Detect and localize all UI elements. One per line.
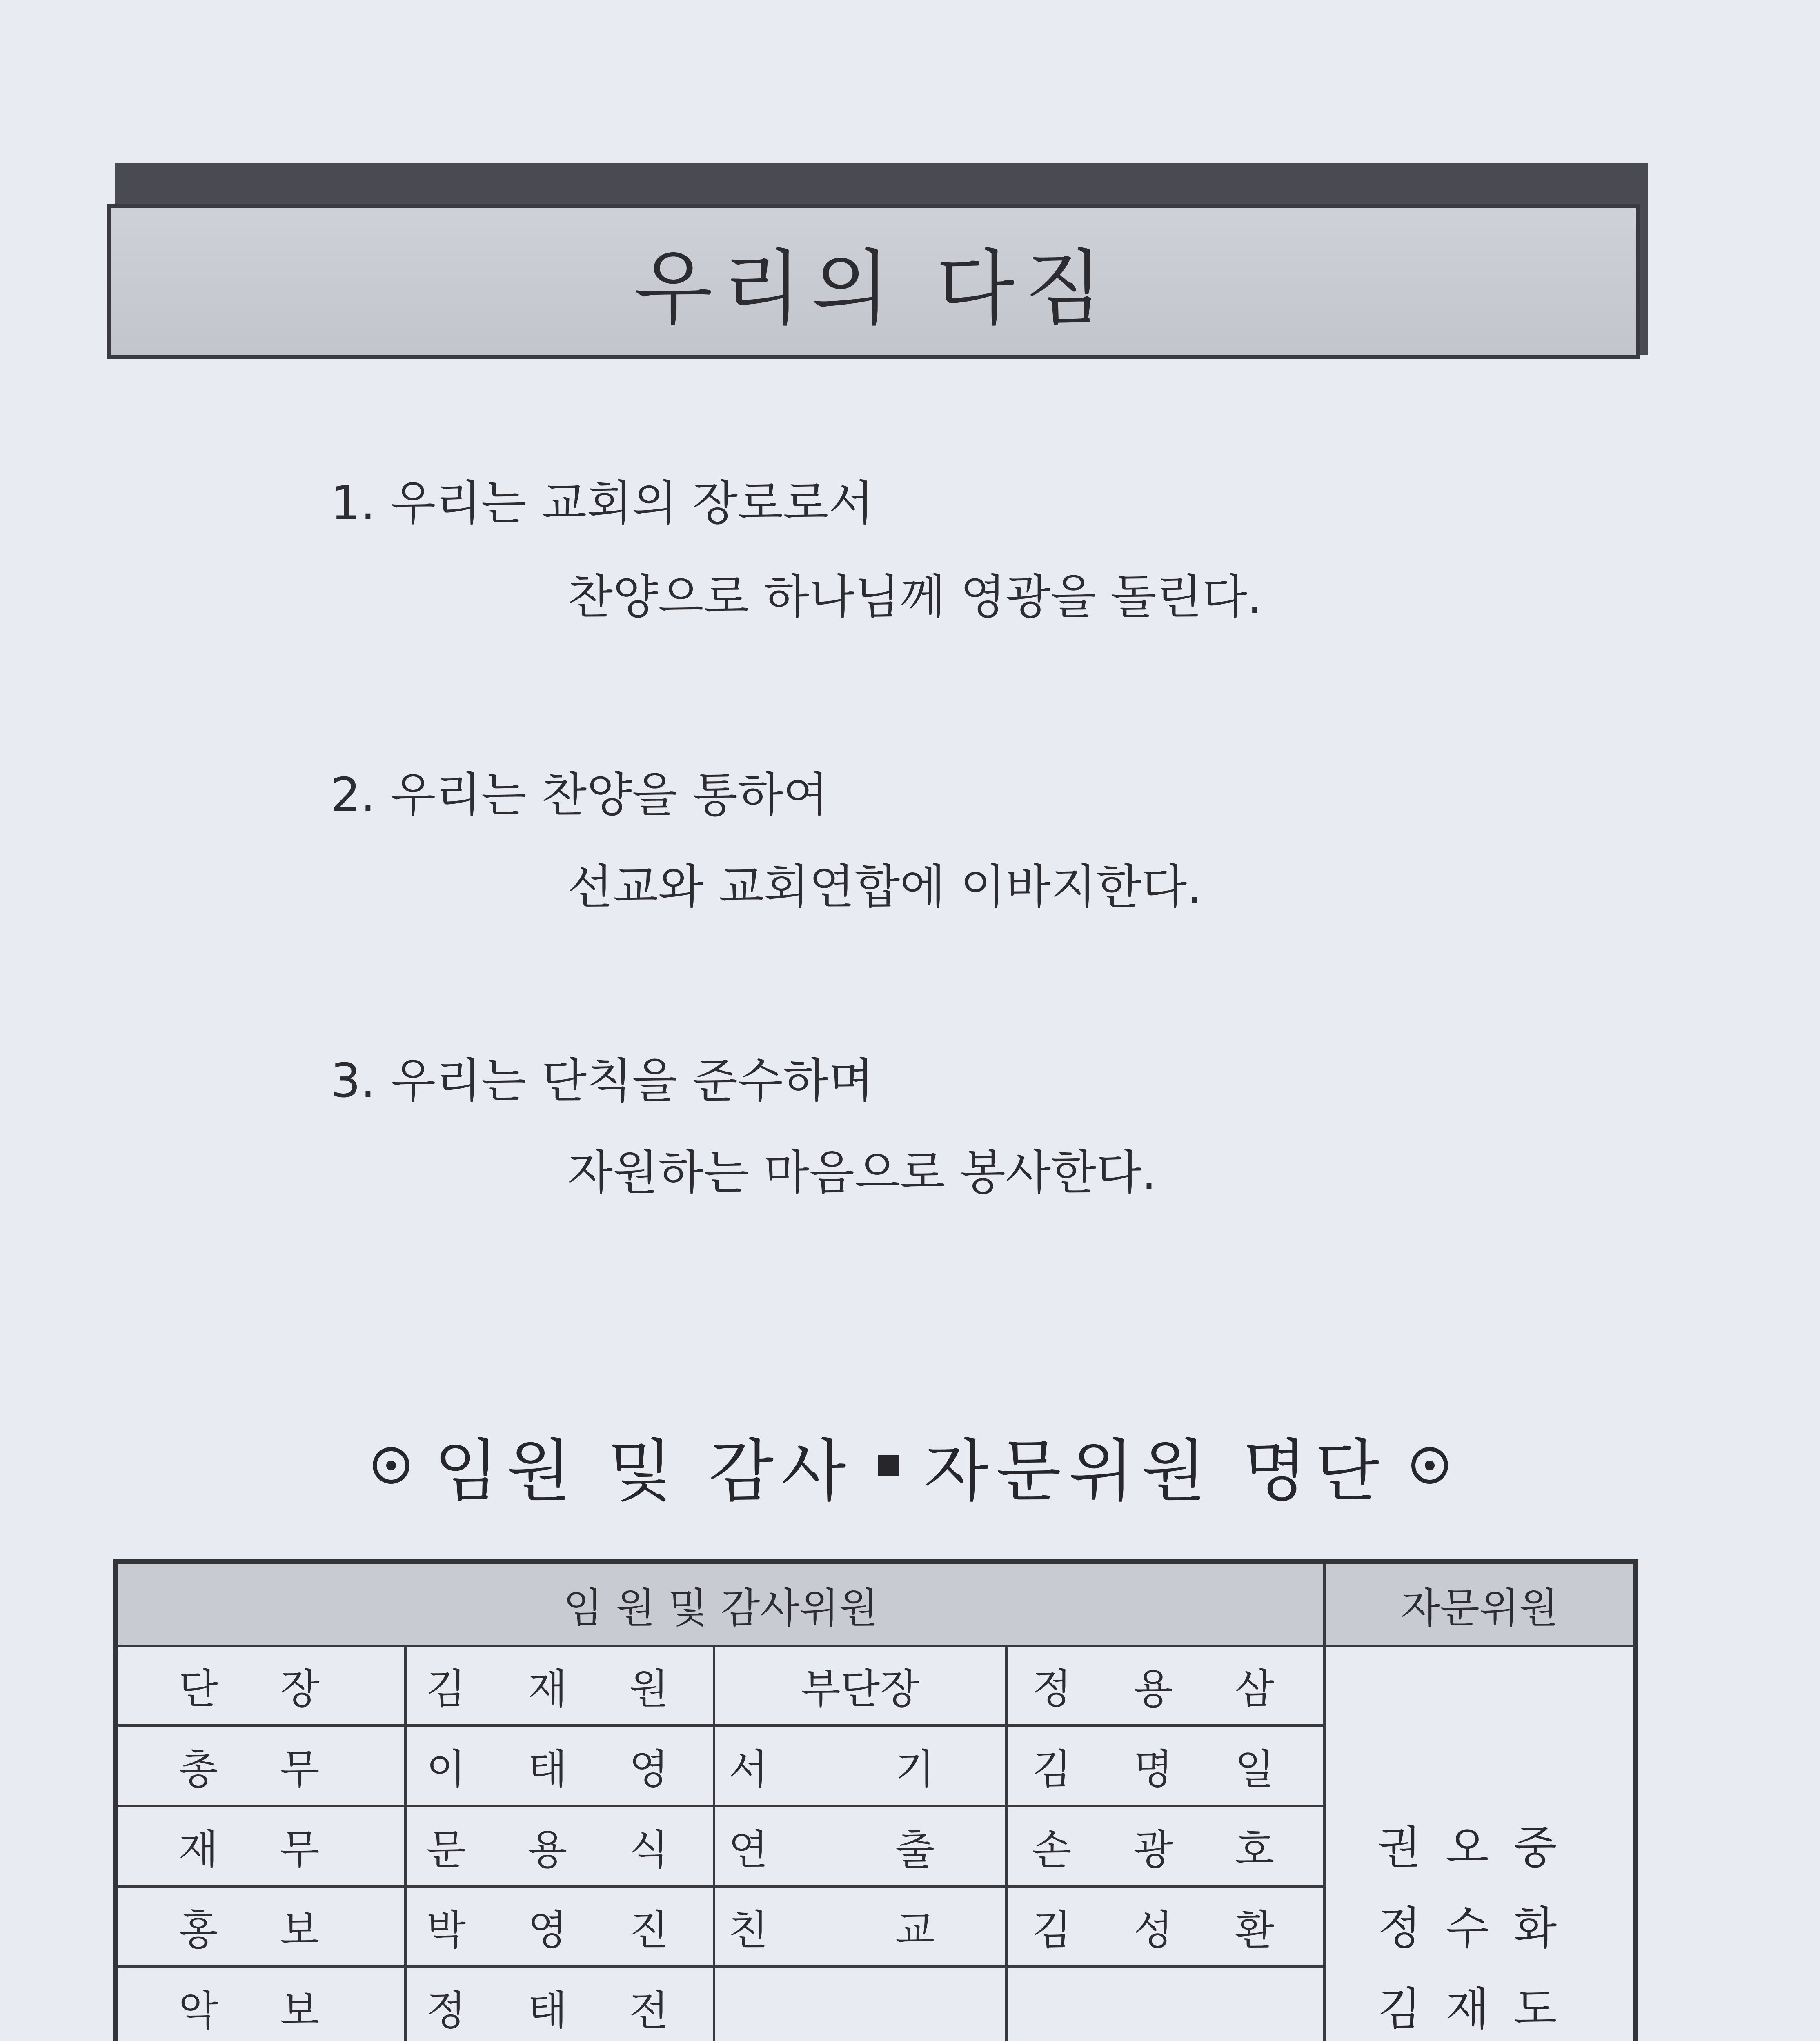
section-heading	[318, 1412, 1502, 1519]
role-cell: 연 출	[728, 1825, 992, 1874]
advisors-header-label: 자문위원	[1400, 1584, 1559, 1632]
table-rule	[118, 1885, 1323, 1888]
role-cell: 부단장	[801, 1665, 919, 1713]
empty-cell	[1008, 1967, 1323, 2041]
name-cell: 손 광 호	[1032, 1825, 1299, 1874]
name-cell: 문 용 식	[426, 1825, 693, 1874]
pledge-1-line-2: 찬양으로 하나님께 영광을 돌린다.	[567, 570, 1262, 625]
officers-header-label: 임 원 및 감사위원	[563, 1584, 879, 1632]
name-cell: 김 재 원	[426, 1665, 693, 1713]
section-heading-left: 임원 및 감사	[434, 1432, 854, 1510]
name-cell: 정 태 전	[426, 1986, 693, 2034]
circle-dot-icon	[1411, 1447, 1448, 1484]
role-cell: 단 장	[178, 1665, 344, 1713]
table-rule	[1323, 1564, 1326, 2041]
name-cell: 정 용 삼	[1032, 1665, 1299, 1713]
advisor-name: 권오중	[1377, 1821, 1582, 1874]
table-rule	[404, 1645, 407, 2041]
empty-cell	[715, 1967, 1005, 2041]
pledge-2-line-2: 선교와 교회연합에 이바지한다.	[567, 860, 1202, 914]
role-cell: 재 무	[178, 1825, 344, 1874]
officers-header	[118, 1564, 1323, 1645]
pledge-1-line-1: 1. 우리는 교회의 장로로서	[331, 476, 874, 531]
advisor-name: 정수화	[1377, 1902, 1582, 1954]
table-rule	[118, 1645, 1633, 1647]
advisors-header	[1326, 1564, 1633, 1645]
advisor-name: 김재도	[1377, 1983, 1582, 2035]
name-cell: 김 명 일	[1032, 1745, 1299, 1793]
role-cell: 총 무	[178, 1745, 344, 1793]
page-title: 우리의 다짐	[634, 241, 1113, 336]
table-rule	[118, 1724, 1323, 1727]
name-cell: 박 영 진	[426, 1906, 693, 1954]
pledge-3-line-2: 자원하는 마음으로 봉사한다.	[567, 1145, 1157, 1200]
table-rule	[118, 1965, 1323, 1968]
role-cell: 서 기	[728, 1745, 992, 1793]
section-heading-right: 자문위원 명단	[923, 1432, 1387, 1510]
role-cell: 악 보	[178, 1986, 344, 2034]
pledge-3-line-1: 3. 우리는 단칙을 준수하며	[331, 1054, 874, 1108]
title-banner	[107, 204, 1640, 359]
square-bullet-icon	[878, 1455, 899, 1476]
roster-table	[113, 1559, 1638, 2041]
name-cell: 김 성 환	[1032, 1906, 1299, 1954]
table-rule	[713, 1645, 715, 2041]
name-cell: 이 태 영	[426, 1745, 693, 1793]
role-cell: 홍 보	[178, 1906, 344, 1954]
table-rule	[118, 1805, 1323, 1807]
role-cell: 친 교	[728, 1906, 992, 1954]
table-rule	[1005, 1645, 1008, 2041]
advisors-list	[1326, 1645, 1633, 2041]
circle-dot-icon	[373, 1447, 409, 1484]
pledge-2-line-1: 2. 우리는 찬양을 통하여	[331, 768, 829, 823]
